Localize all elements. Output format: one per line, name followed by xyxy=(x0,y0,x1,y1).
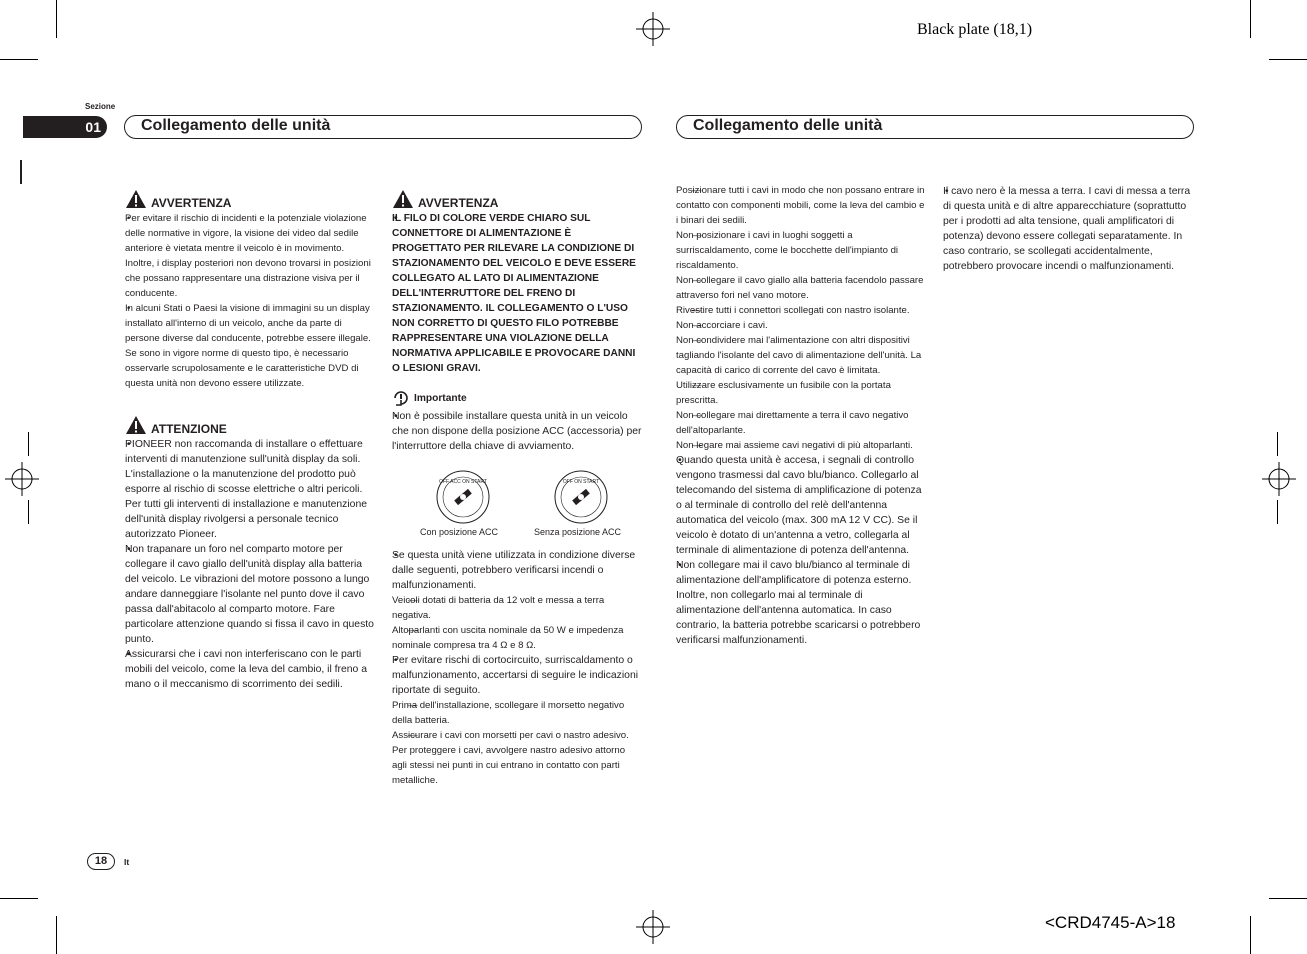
crop-mark xyxy=(56,916,57,954)
sub-item: — Non posizionare i cavi in luoghi soggetti a surriscaldamento, come le bocchette dell'impianto di riscaldamento. xyxy=(676,228,928,273)
caption-acc: Con posizione ACC xyxy=(420,527,499,537)
crop-mark xyxy=(56,0,57,38)
caution-heading xyxy=(125,415,375,437)
sub-item: — Non legare mai assieme cavi negativi di più altoparlanti. xyxy=(676,438,928,453)
list-item: • PIONEER non raccomanda di installare o effettuare interventi di manutenzione sull'unità display da soli. L'installazione o la manutenzione del prodotto può esporre al rischio di scosse elettriche o altri pericoli. Per tutti gli interventi di installazione e manutenzione dell'unità display rivolgersi a personale tecnico autorizzato Pioneer. xyxy=(125,437,375,542)
important-icon xyxy=(392,390,412,406)
warning-title: AVVERTENZA xyxy=(151,196,232,210)
section-label: Sezione xyxy=(85,102,116,111)
warning-text: • IL FILO DI COLORE VERDE CHIARO SUL CONNETTORE DI ALIMENTAZIONE È PROGETTATO PER RILEVARE LA CONDIZIONE DI STAZIONAMENTO DEL VEICOLO E DEVE ESSERE COLLEGATO AL LATO DI ALIMENTAZIONE DELL'INTERRUTTORE DEL FRENO DI STAZIONAMENTO. IL COLLEGAMENTO O L'USO NON CORRETTO DI QUESTO FILO POTREBBE RAPPRESENTARE UNA VIOLAZIONE DELLA NORMATIVA APPLICABILE E PROVOCARE DANNI O LESIONI GRAVI. xyxy=(392,211,642,376)
list-item: • In alcuni Stati o Paesi la visione di immagini su un display installato all'interno di un veicolo, anche da parte di persone diverse dal conducente, potrebbe essere illegale. Se sono in vigore norme di questo tipo, è necessario osservarle scrupolosamente e le caratteristiche DVD di questa unità non devono essere utilizzate. xyxy=(125,301,375,391)
list-item: • Non è possibile installare questa unità in un veicolo che non dispone della posizione ACC (accessoria) per l'interruttore della chiave di avviamento. xyxy=(392,409,642,454)
warning-icon xyxy=(125,189,147,209)
list-item: • Assicurarsi che i cavi non interferiscano con le parti mobili del veicolo, come la leva del cambio, il freno a mano o il meccanismo di scorrimento dei sedili. xyxy=(125,647,375,692)
key-positions-acc: OFF ACC ON START xyxy=(439,479,487,485)
list-item: • Per evitare il rischio di incidenti e la potenziale violazione delle normative in vigore, la visione dei video dal sedile anteriore è vietata mentre il veicolo è in movimento. Inoltre, i display posteriori non devono trovarsi in posizioni che possano rappresentare una distrazione visiva per il conducente. xyxy=(125,211,375,301)
ignition-key-figure xyxy=(392,454,642,537)
column-3 xyxy=(676,183,928,648)
registration-mark-icon xyxy=(636,12,670,46)
caution-title: ATTENZIONE xyxy=(151,422,227,436)
crop-mark xyxy=(1250,916,1251,954)
column-1 xyxy=(125,189,375,692)
margin-rule xyxy=(20,160,22,184)
list-item: • Non trapanare un foro nel comparto motore per collegare il cavo giallo dell'unità display alla batteria del veicolo. Le vibrazioni del motore possono a lungo andare danneggiare l'isolante nel punto dove il cavo passa dall'abitacolo al comparto motore. Fare particolare attenzione quando si fissa il cavo in questo punto. xyxy=(125,542,375,647)
section-header-left xyxy=(124,115,642,139)
list-item: • Se questa unità viene utilizzata in condizione diverse dalle seguenti, potrebbero verificarsi incendi o malfunzionamenti. xyxy=(392,548,642,593)
sub-item: — Non condividere mai l'alimentazione con altri dispositivi tagliando l'isolante del cavo di alimentazione dell'unità. La capacità di carico di corrente del cavo è limitata. xyxy=(676,333,928,378)
important-heading xyxy=(392,391,642,409)
crop-mark xyxy=(28,500,29,524)
list-item: • Per evitare rischi di cortocircuito, surriscaldamento o malfunzionamento, accertarsi di seguire le indicazioni riportate di seguito. xyxy=(392,653,642,698)
crop-mark xyxy=(0,59,38,60)
list-item: • Non collegare mai il cavo blu/bianco al terminale di alimentazione dell'amplificatore di potenza esterno. Inoltre, non collegarlo mai al terminale di alimentazione dell'antenna automatica. In caso contrario, la batteria potrebbe scaricarsi o potrebbero verificarsi malfunzionamenti. xyxy=(676,558,928,648)
language-code: It xyxy=(124,857,130,867)
sub-item: — Posizionare tutti i cavi in modo che non possano entrare in contatto con componenti mobili, come la leva del cambio e i binari dei sedili. xyxy=(676,183,928,228)
ignition-switch-no-acc-icon xyxy=(554,470,608,524)
list-item: • Quando questa unità è accesa, i segnali di controllo vengono trasmessi dal cavo blu/bianco. Collegarlo al telecomando del sistema di amplificazione di potenza o al terminale di controllo del relè dell'antenna automatica del veicolo (max. 300 mA 12 V CC). Se il veicolo è dotato di un'antenna a vetro, collegarla al terminale di alimentazione di potenza dell'antenna. xyxy=(676,453,928,558)
sub-item: — Non collegare mai direttamente a terra il cavo negativo dell'altoparlante. xyxy=(676,408,928,438)
warning-icon xyxy=(392,189,414,209)
registration-mark-icon xyxy=(5,462,39,496)
registration-mark-icon xyxy=(636,910,670,944)
crop-mark xyxy=(0,898,38,899)
section-number-tab xyxy=(23,116,107,138)
sub-item: — Rivestire tutti i connettori scollegati con nastro isolante. xyxy=(676,303,928,318)
section-header-right xyxy=(676,115,1194,139)
warning-heading xyxy=(125,189,375,211)
warning-title: AVVERTENZA xyxy=(418,196,499,210)
sub-item: — Veicoli dotati di batteria da 12 volt e messa a terra negativa. xyxy=(392,593,642,623)
crop-mark xyxy=(1269,59,1307,60)
crop-mark xyxy=(1250,0,1251,38)
sub-item: — Utilizzare esclusivamente un fusibile con la portata prescritta. xyxy=(676,378,928,408)
page-title: Collegamento delle unità xyxy=(141,117,331,134)
document-code: <CRD4745-A>18 xyxy=(1045,913,1176,932)
plate-label: Black plate (18,1) xyxy=(917,21,1033,38)
ignition-switch-acc-icon xyxy=(436,470,490,524)
caption-no-acc: Senza posizione ACC xyxy=(534,527,622,537)
page-number: 18 xyxy=(87,853,115,870)
list-item: • Il cavo nero è la messa a terra. I cavi di messa a terra di questa unità e di altre apparecchiature (soprattutto per i prodotti ad alta tensione, quali amplificatori di potenza) devono essere collegati separatamente. In caso contrario, se scollegati accidentalmente, potrebbero provocare incendi o malfunzionamenti. xyxy=(943,184,1193,274)
warning-heading xyxy=(392,189,642,211)
sub-item: — Non collegare il cavo giallo alla batteria facendolo passare attraverso fori nel vano motore. xyxy=(676,273,928,303)
warning-icon xyxy=(125,415,147,435)
key-positions-no-acc: OFF ON START xyxy=(562,479,600,485)
crop-mark xyxy=(1269,898,1307,899)
crop-mark xyxy=(1277,500,1278,524)
sub-item: — Non accorciare i cavi. xyxy=(676,318,928,333)
column-2 xyxy=(392,189,642,788)
column-4 xyxy=(943,184,1193,274)
section-number: 01 xyxy=(85,119,101,135)
crop-mark xyxy=(1277,432,1278,456)
page-title: Collegamento delle unità xyxy=(693,117,883,134)
sub-item: — Assicurare i cavi con morsetti per cavi o nastro adesivo. Per proteggere i cavi, avvolgere nastro adesivo attorno agli stessi nei punti in cui entrano in contatto con parti metalliche. xyxy=(392,728,642,788)
registration-mark-icon xyxy=(1262,462,1296,496)
crop-mark xyxy=(28,432,29,456)
sub-item: — Prima dell'installazione, scollegare il morsetto negativo della batteria. xyxy=(392,698,642,728)
sub-item: — Altoparlanti con uscita nominale da 50 W e impedenza nominale compresa tra 4 Ω e 8 Ω. xyxy=(392,623,642,653)
important-title: Importante xyxy=(414,393,467,404)
